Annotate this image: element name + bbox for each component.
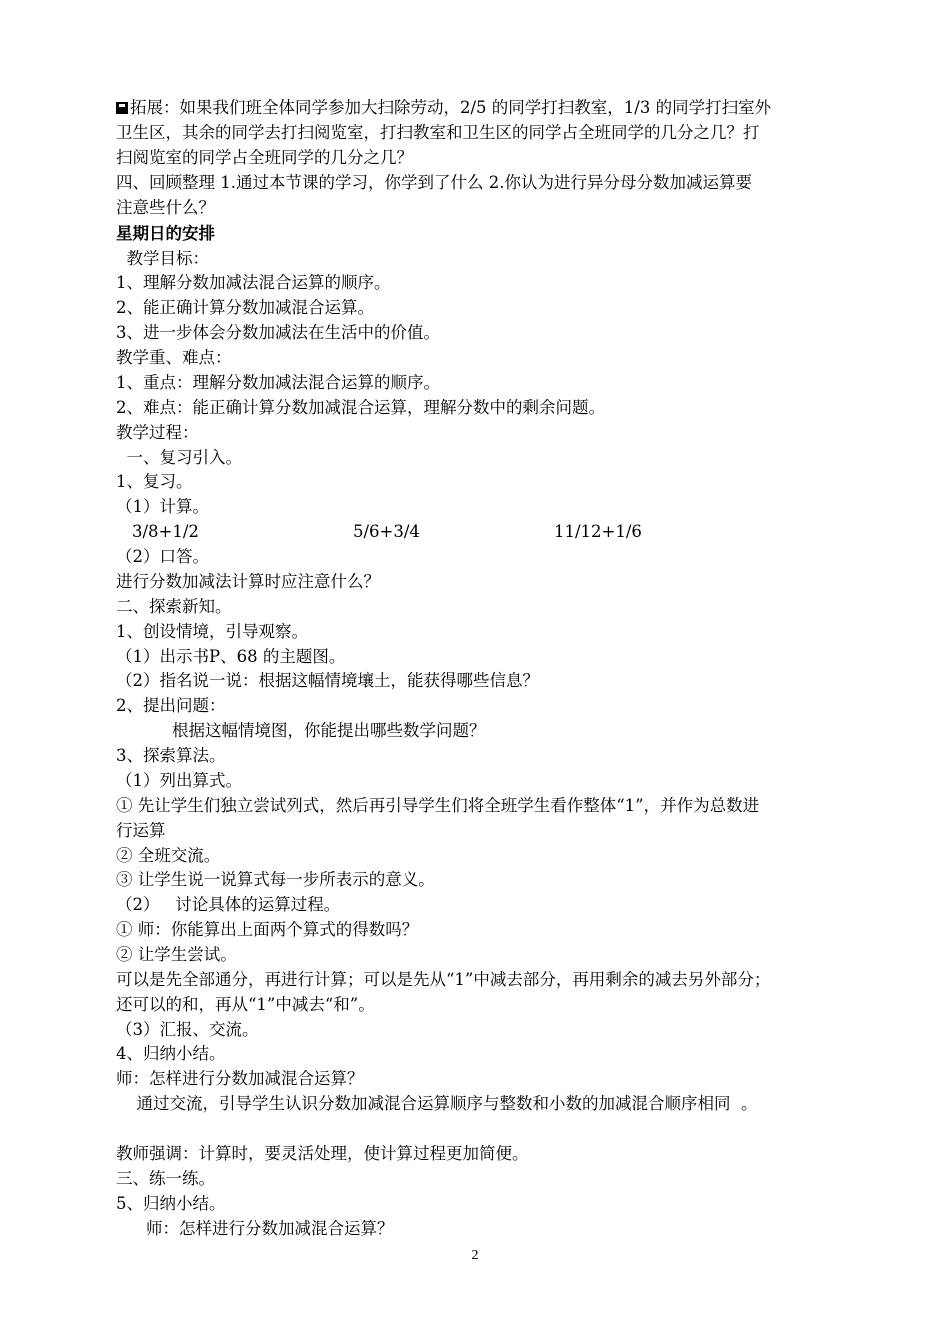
step-2-item-3a2: ② 全班交流。 (116, 846, 221, 865)
step-2-paragraph-line-2: 还可以的和，再从“1”中减去“和”。 (116, 995, 375, 1014)
step-2-paragraph-line-1: 可以是先全部通分，再进行计算；可以是先从“1”中减去部分，再用剩余的减去另外部分； (116, 970, 771, 989)
process-heading: 教学过程： (116, 423, 199, 442)
calc-label: （1）计算。 (116, 497, 209, 516)
step-2-item-3: 3、探索算法。 (116, 746, 226, 765)
key-points-heading: 教学重、难点： (116, 348, 232, 367)
step-2-item-3a1-line-2: 行运算 (116, 821, 166, 840)
step-2-item-3b2: ② 让学生尝试。 (116, 945, 237, 964)
lesson-title: 星期日的安排 (116, 224, 215, 243)
step-5-question: 师：怎样进行分数加减混合运算？ (146, 1219, 394, 1238)
step-2-item-3c: （3）汇报、交流。 (116, 1020, 259, 1039)
step-5-item: 5、归纳小结。 (116, 1194, 226, 1213)
page-number: 2 (471, 1248, 479, 1263)
calc-item-2: 5/6+3/4 (353, 522, 420, 541)
step-2-item-3a: （1）列出算式。 (116, 771, 242, 790)
step-2-item-1: 1、创设情境，引导观察。 (116, 622, 308, 641)
step-1-heading: 一、复习引入。 (116, 448, 242, 467)
goal-item-3: 3、进一步体会分数加减法在生活中的价值。 (116, 323, 440, 342)
goals-heading: 教学目标： (116, 249, 209, 268)
step-2-item-4-question: 师：怎样进行分数加减混合运算？ (116, 1069, 364, 1088)
extension-line-1: 拓展：如果我们班全体同学参加大扫除劳动，2/5 的同学打扫教室，1/3 的同学打扫室外 (116, 96, 771, 120)
calc-item-1: 3/8+1/2 (132, 522, 199, 541)
step-2-item-3a1-line-1: ① 先让学生们独立尝试列式，然后再引导学生们将全班学生看作整体“1”，并作为总数进 (116, 796, 760, 815)
step-2-item-4: 4、归纳小结。 (116, 1044, 226, 1063)
step-2-item-1a: （1）出示书P、68 的主题图。 (116, 647, 346, 666)
step-2-item-4-answer: 通过交流，引导学生认识分数加减混合运算顺序与整数和小数的加减混合顺序相同 。 (126, 1094, 758, 1113)
extension-line-3: 扫阅览室的同学占全班同学的几分之几？ (116, 148, 413, 167)
step-2-item-2a: 根据这幅情境图，你能提出哪些数学问题？ (172, 721, 486, 740)
step-2-heading: 二、探索新知。 (116, 597, 232, 616)
oral-label: （2）口答。 (116, 547, 209, 566)
step-2-item-2: 2、提出问题： (116, 696, 226, 715)
goal-item-2: 2、能正确计算分数加减混合运算。 (116, 298, 374, 317)
step-2-item-3b1: ① 师：你能算出上面两个算式的得数吗？ (116, 920, 419, 939)
calc-row (116, 520, 816, 544)
calc-item-3: 11/12+1/6 (554, 522, 642, 541)
review-line-1: 四、回顾整理 1.通过本节课的学习，你学到了什么 2.你认为进行异分母分数加减运算要 (116, 173, 752, 192)
goal-item-1: 1、理解分数加减法混合运算的顺序。 (116, 273, 391, 292)
save-icon (116, 102, 128, 114)
extension-label: 拓展： (130, 98, 180, 117)
key-point-1: 1、重点：理解分数加减法混合运算的顺序。 (116, 373, 440, 392)
key-point-2: 2、难点：能正确计算分数加减混合运算，理解分数中的剩余问题。 (116, 398, 605, 417)
review-line-2: 注意些什么？ (116, 198, 215, 217)
step-2-item-3b: （2） 讨论具体的运算过程。 (116, 895, 341, 914)
step-2-item-1b: （2）指名说一说：根据这幅情境壤土，能获得哪些信息？ (116, 671, 539, 690)
teacher-emphasis: 教师强调：计算时，要灵活处理，使计算过程更加简便。 (116, 1144, 529, 1163)
review-item: 1、复习。 (116, 472, 193, 491)
oral-question: 进行分数加减法计算时应注意什么？ (116, 572, 380, 591)
step-3-heading: 三、练一练。 (116, 1169, 215, 1188)
step-2-item-3a3: ③ 让学生说一说算式每一步所表示的意义。 (116, 870, 435, 889)
extension-line-2: 卫生区，其余的同学去打扫阅览室，打扫教室和卫生区的同学占全班同学的几分之几？打 (116, 123, 760, 142)
